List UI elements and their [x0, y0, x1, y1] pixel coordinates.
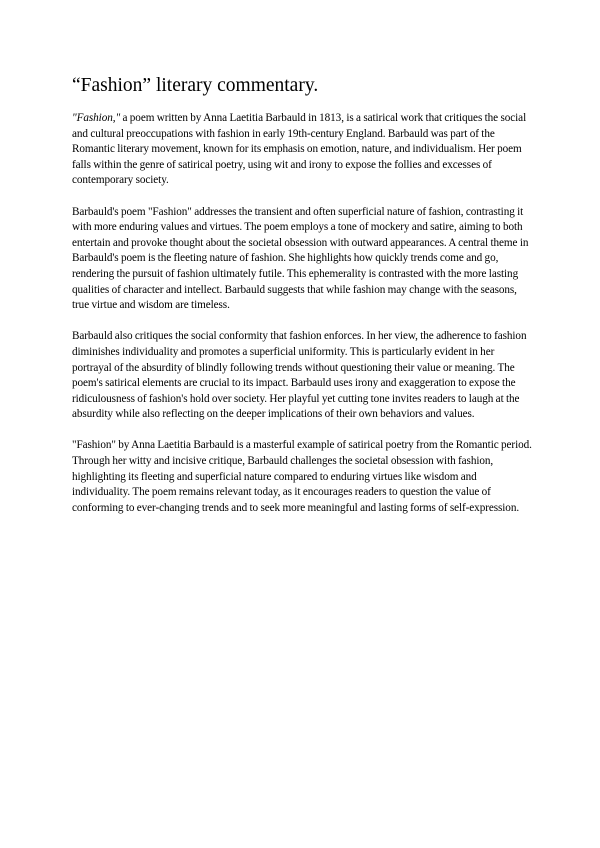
paragraph-themes: Barbauld's poem "Fashion" addresses the transient and often superficial nature of fashion, contrasting it with more enduring values and virtues. The poem employs a tone of mockery and satire, aiming to both entertain and provoke thought about the societal obsession with outward appearances. A central theme in Barbauld's poem is the fleeting nature of fashion. She highlights how quickly trends come and go, rendering the pursuit of fashion ultimately futile. This ephemerality is contrasted with the more lasting qualities of character and intellect. Barbauld suggests that while fashion may change with the seasons, true virtue and wisdom are timeless.	[72, 205, 529, 312]
paragraph-intro	[72, 111, 532, 189]
document-body	[72, 111, 532, 532]
paragraph-intro-text: a poem written by Anna Laetitia Barbauld in 1813, is a satirical work that critiques the social and cultural preoccupations with fashion in early 19th-century England. Barbauld was part of the Romantic literary movement, known for its emphasis on emotion, nature, and individualism. Her poem falls within the genre of satirical poetry, using wit and irony to expose the follies and excesses of contemporary society.	[72, 112, 527, 187]
paragraph-conformity: Barbauld also critiques the social conformity that fashion enforces. In her view, the adherence to fashion diminishes individuality and promotes a superficial uniformity. This is particularly evident in her portrayal of the absurdity of blindly following trends without questioning their value or meaning. The poem's satirical elements are crucial to its impact. Barbauld uses irony and exaggeration to expose the ridiculousness of fashion's hold over society. Her playful yet cutting tone invites readers to laugh at the absurdity while also reflecting on the deeper implications of their own behaviors and values.	[72, 330, 527, 421]
poem-title-italic: "Fashion,"	[72, 112, 121, 124]
document-title: “Fashion” literary commentary.	[72, 75, 319, 96]
paragraph-conclusion: "Fashion" by Anna Laetitia Barbauld is a masterful example of satirical poetry from the Romantic period. Through her witty and incisive critique, Barbauld challenges the societal obsession with fashion, highlighting its fleeting and superficial nature compared to enduring virtues like wisdom and individuality. The poem remains relevant today, as it encourages readers to question the value of conforming to ever-changing trends and to seek more meaningful and lasting forms of self-expression.	[72, 439, 532, 514]
